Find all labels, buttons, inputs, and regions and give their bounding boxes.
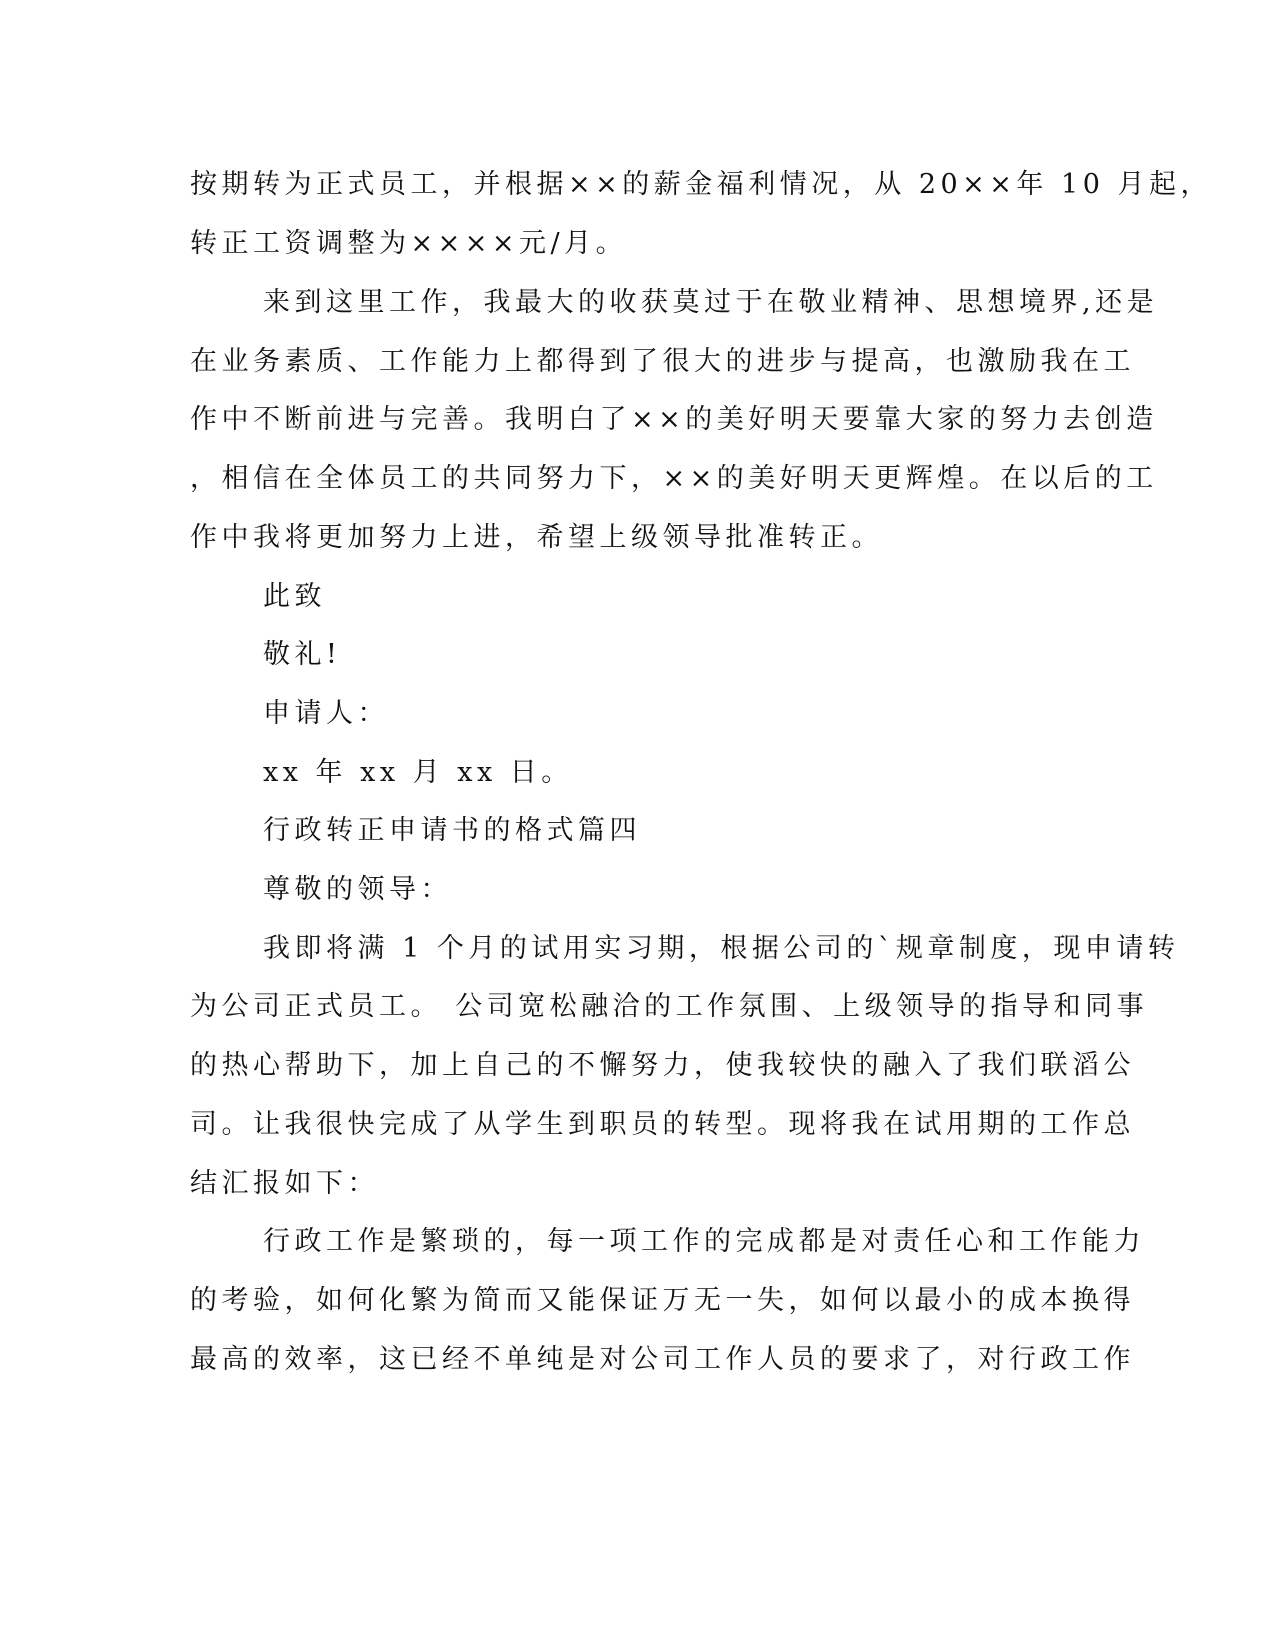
paragraph-first-line: 行政工作是繁琐的，每一项工作的完成都是对责任心和工作能力: [263, 1226, 1145, 1257]
paragraph-first-line: 我即将满 1 个月的试用实习期，根据公司的`规章制度，现申请转: [263, 933, 1180, 964]
greeting: 尊敬的领导：: [263, 874, 452, 905]
text-line: 司。让我很快完成了从学生到职员的转型。现将我在试用期的工作总: [190, 1109, 1135, 1140]
text-line: 最高的效率，这已经不单纯是对公司工作人员的要求了，对行政工作: [190, 1344, 1135, 1375]
text-line: 作中不断前进与完善。我明白了××的美好明天要靠大家的努力去创造: [190, 404, 1158, 435]
text-line: 的热心帮助下，加上自己的不懈努力，使我较快的融入了我们联滔公: [190, 1050, 1135, 1081]
closing-regards: 敬礼!: [263, 639, 342, 670]
paragraph-first-line: 来到这里工作，我最大的收获莫过于在敬业精神、思想境界,还是: [263, 287, 1159, 318]
text-line: 为公司正式员工。 公司宽松融洽的工作氛围、上级领导的指导和同事: [190, 991, 1149, 1022]
closing-salutation: 此致: [263, 581, 326, 612]
text-line: 作中我将更加努力上进，希望上级领导批准转正。: [190, 522, 883, 553]
date-line: xx 年 xx 月 xx 日。: [263, 757, 573, 788]
text-line: 按期转为正式员工，并根据××的薪金福利情况，从 20××年 10 月起，: [190, 169, 1212, 200]
text-line: ，相信在全体员工的共同努力下，××的美好明天更辉煌。在以后的工: [190, 463, 1158, 494]
section-heading: 行政转正申请书的格式篇四: [263, 815, 641, 846]
text-line: 转正工资调整为××××元/月。: [190, 228, 628, 259]
text-line: 结汇报如下：: [190, 1168, 379, 1199]
applicant-label: 申请人：: [263, 698, 389, 729]
text-line: 的考验，如何化繁为简而又能保证万无一失，如何以最小的成本换得: [190, 1285, 1135, 1316]
text-line: 在业务素质、工作能力上都得到了很大的进步与提高，也激励我在工: [190, 346, 1135, 377]
